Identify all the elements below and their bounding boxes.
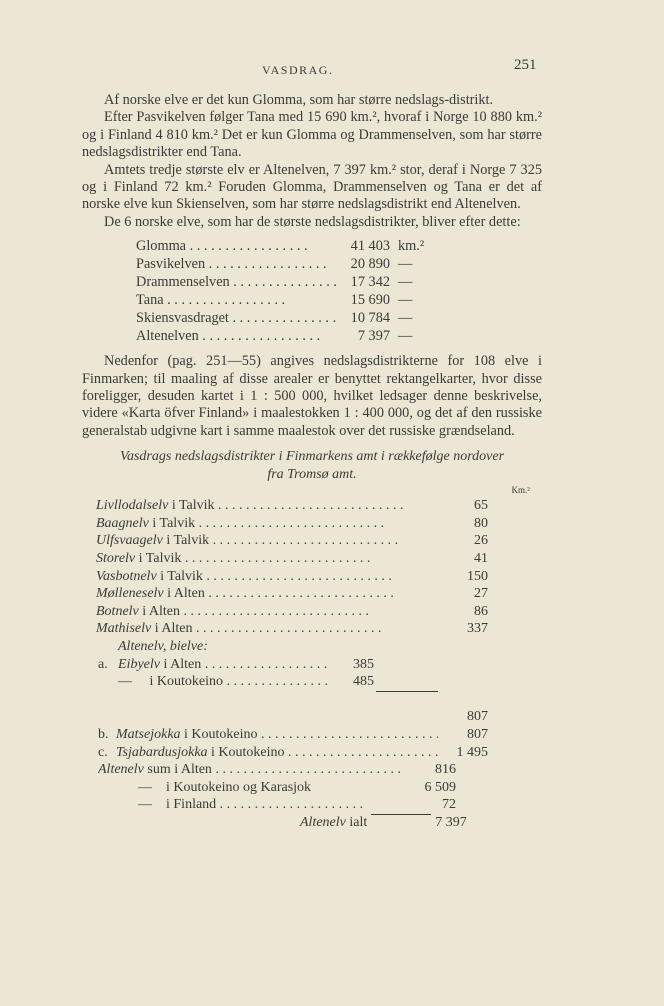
table-row xyxy=(82,568,542,586)
municipality: sum i Alten xyxy=(147,762,212,778)
largest-rivers-table xyxy=(136,237,458,345)
ditto-mark: — xyxy=(398,310,413,327)
table-row xyxy=(136,273,458,291)
table-row xyxy=(82,497,542,515)
river-name: Mathiselv xyxy=(96,621,152,637)
area-value: 80 xyxy=(474,515,488,531)
sub-value: 485 xyxy=(353,674,374,690)
area-value: 27 xyxy=(474,586,488,602)
table-row xyxy=(82,761,542,779)
area-value: 86 xyxy=(474,603,488,619)
sum-rule xyxy=(376,691,438,709)
item-letter: a. xyxy=(98,656,108,672)
running-header: VASDRAG. xyxy=(262,63,334,77)
page-body xyxy=(82,92,542,832)
river-name: Altenelv xyxy=(98,762,144,778)
caption-line-2: fra Tromsø amt. xyxy=(267,467,357,483)
river-area: 7 397 xyxy=(357,328,390,345)
municipality: i Talvik xyxy=(171,498,215,514)
area-value: 150 xyxy=(467,568,488,584)
paragraph-3: Amtets tredje største elv er Altenelven, 7 397 km.² stor, deraf i Norge 7 325 og i Finland 72 km.² Foruden Glomma, Drammenselven og Tana er det af norske elve kun Skienselven, som har større nedslagsdistrikt end Altenelven. xyxy=(82,161,542,213)
ditto-mark: — xyxy=(138,797,152,813)
table-row xyxy=(82,708,542,726)
altenelv-tributaries-heading: Altenelv, bielve: xyxy=(118,639,208,655)
row-label xyxy=(138,796,364,814)
row-label xyxy=(116,726,438,744)
river-area: 41 403 xyxy=(350,238,390,255)
ditto-mark: — xyxy=(398,256,413,273)
table-row xyxy=(82,673,542,691)
row-label xyxy=(96,620,438,638)
unit-label: km.² xyxy=(398,238,425,255)
municipality: i Koutokeino xyxy=(211,744,285,760)
sub-value: 72 xyxy=(442,797,456,813)
paragraph-4: De 6 norske elve, som har de største nedslagsdistrikter, bliver efter dette: xyxy=(104,213,521,230)
municipality: i Koutokeino xyxy=(149,674,223,690)
item-letter: b. xyxy=(98,727,109,742)
page-number: 251 xyxy=(514,57,537,73)
table-row xyxy=(82,796,542,814)
table-row xyxy=(82,814,542,832)
table-row xyxy=(136,309,458,327)
river-name: Pasvikelven . . . xyxy=(136,255,340,273)
row-label xyxy=(118,656,328,674)
ditto-mark: — xyxy=(398,292,413,309)
ditto-mark: — xyxy=(398,328,413,345)
ditto-mark: — xyxy=(118,674,132,690)
sub-value: 6 509 xyxy=(424,779,456,795)
row-label xyxy=(96,550,438,568)
table-row xyxy=(82,585,542,603)
table-row xyxy=(82,726,542,744)
river-name: Eibyelv xyxy=(118,656,160,672)
table-row xyxy=(82,656,542,674)
area-value: 807 xyxy=(467,727,488,742)
table-row xyxy=(82,744,542,762)
table-row xyxy=(82,620,542,638)
sub-value: 385 xyxy=(353,656,374,672)
river-name: Tana . . . xyxy=(136,291,340,309)
row-label xyxy=(96,603,438,621)
total-rule xyxy=(371,814,431,832)
river-area: 10 784 xyxy=(350,310,390,327)
river-name: Skiensvasdraget . . . xyxy=(136,309,340,327)
table-row xyxy=(136,237,458,255)
table-row xyxy=(82,691,542,709)
row-label xyxy=(116,744,438,762)
sub-value: 816 xyxy=(435,762,456,778)
river-area: 17 342 xyxy=(350,274,390,291)
river-name: Altenelven . . . xyxy=(136,327,340,345)
river-name: Ulfsvaagelv xyxy=(96,533,163,549)
km-column-header: Km.² xyxy=(511,485,530,496)
river-name: Storelv xyxy=(96,551,136,567)
total-river-name: Altenelv xyxy=(300,814,346,830)
river-name: Botnelv xyxy=(96,603,139,619)
municipality: i Talvik xyxy=(166,533,210,549)
river-area: 20 890 xyxy=(350,256,390,273)
river-name: Mølleneselv xyxy=(96,586,164,602)
river-name: Tsjabardusjokka xyxy=(116,744,208,760)
municipality: i Talvik xyxy=(152,515,196,531)
area-value: 26 xyxy=(474,533,488,549)
paragraph-2: Efter Pasvikelven følger Tana med 15 690 km.², hvoraf i Norge 10 880 km.² og i Finland 4 810 km.² Det er kun Glomma og Drammenselven, som har større nedslagsdistrikter end Tana. xyxy=(82,109,542,161)
municipality: i Alten xyxy=(167,586,205,602)
river-name: Baagnelv xyxy=(96,515,149,531)
paragraph-1: Af norske elve er det kun Glomma, som har større nedslags-distrikt. xyxy=(104,92,494,108)
area-value: 1 495 xyxy=(456,744,488,760)
table-row xyxy=(82,550,542,568)
table-row xyxy=(82,532,542,550)
table-row xyxy=(136,255,458,273)
row-label xyxy=(96,532,438,550)
municipality: i Talvik xyxy=(138,551,182,567)
row-label xyxy=(96,568,438,586)
district-table xyxy=(82,497,542,831)
caption-line-1: Vasdrags nedslagsdistrikter i Finmarkens amt i rækkefølge nordover xyxy=(119,449,505,465)
area-value: 807 xyxy=(467,709,488,725)
area-value: 65 xyxy=(474,498,488,514)
table-row xyxy=(82,603,542,621)
table-row xyxy=(136,291,458,309)
ditto-mark: — xyxy=(398,274,413,291)
river-name: Glomma . . . xyxy=(136,237,340,255)
municipality: i Talvik xyxy=(160,568,203,584)
total-label: ialt xyxy=(349,814,368,830)
table-row xyxy=(82,779,542,797)
row-label xyxy=(96,585,438,603)
area-value: 337 xyxy=(467,621,488,637)
table-row xyxy=(136,327,458,345)
row-label xyxy=(118,673,328,691)
table-row xyxy=(82,638,542,656)
river-name: Matsejokka xyxy=(116,727,181,742)
row-label xyxy=(98,761,414,779)
municipality: i Finland xyxy=(166,797,217,813)
item-letter: c. xyxy=(98,744,108,760)
table-caption xyxy=(82,448,542,484)
table-row xyxy=(82,515,542,533)
municipality: i Koutokeino og Karasjok xyxy=(166,779,312,795)
river-name: Drammenselven . . . xyxy=(136,273,340,291)
municipality: i Alten xyxy=(154,621,193,637)
row-label xyxy=(138,779,392,797)
river-name: Livllodalselv xyxy=(96,498,169,514)
row-label xyxy=(96,497,438,515)
area-value: 41 xyxy=(474,551,488,567)
row-label xyxy=(96,515,438,533)
river-area: 15 690 xyxy=(350,292,390,309)
total-value: 7 397 xyxy=(435,814,467,830)
paragraph-5: Nedenfor (pag. 251—55) angives nedslagsdistrikterne for 108 elve i Finmarken; til maaling af disse arealer er benyttet rektangelkarter, hvor disse foreligger, desuden kartet i 1 : 500 000, hvilket ledsager denne beskrivelse, videre «Karta öfver Finland» i maalestokken 1 : 400 000, og det af den russiske generalstab udgivne kart i samme maalestok over det russiske grændseland. xyxy=(82,353,542,439)
municipality: i Koutokeino xyxy=(184,727,258,742)
ditto-mark: — xyxy=(138,779,152,795)
municipality: i Alten xyxy=(163,656,202,672)
municipality: i Alten xyxy=(142,603,180,619)
river-name: Vasbotnelv xyxy=(96,568,157,584)
